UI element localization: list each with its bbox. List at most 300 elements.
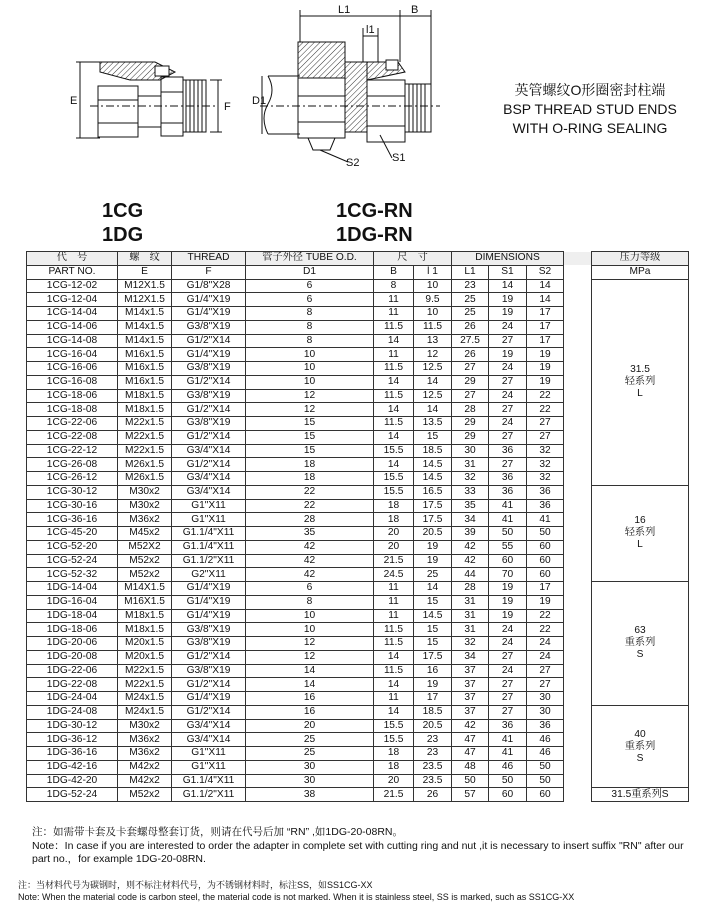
table-cell: 10 bbox=[246, 348, 374, 362]
table-cell: 18 bbox=[374, 513, 414, 527]
header-tube: 管子外径 TUBE O.D. bbox=[246, 252, 374, 266]
header-code: 代 号 bbox=[27, 252, 118, 266]
table-cell: 24 bbox=[489, 637, 527, 651]
header-l1: L1 bbox=[452, 265, 489, 279]
table-cell: 1DG-42-16 bbox=[27, 760, 118, 774]
table-gap-cell bbox=[564, 609, 592, 623]
table-cell: G3/8"X19 bbox=[172, 623, 246, 637]
table-cell: 42 bbox=[246, 554, 374, 568]
table-cell: M14x1.5 bbox=[118, 307, 172, 321]
table-cell: 24 bbox=[489, 320, 527, 334]
table-cell: G3/4"X14 bbox=[172, 444, 246, 458]
table-cell: G1/2"X14 bbox=[172, 678, 246, 692]
table-cell: 16 bbox=[246, 705, 374, 719]
table-row bbox=[27, 375, 689, 389]
table-row bbox=[27, 513, 689, 527]
table-cell: 1DG-36-16 bbox=[27, 747, 118, 761]
table-cell: 22 bbox=[246, 499, 374, 513]
table-cell: 25 bbox=[246, 733, 374, 747]
table-cell: 31 bbox=[452, 623, 489, 637]
table-cell: 8 bbox=[246, 307, 374, 321]
table-row bbox=[27, 719, 689, 733]
table-cell: 19 bbox=[489, 293, 527, 307]
table-row bbox=[27, 444, 689, 458]
heading-en bbox=[490, 100, 690, 138]
table-cell: G1/4"X19 bbox=[172, 307, 246, 321]
table-cell: 1CG-30-12 bbox=[27, 485, 118, 499]
table-cell: 12 bbox=[246, 637, 374, 651]
dim-label-s1: S1 bbox=[392, 152, 406, 164]
pressure-cn: 轻系列 bbox=[624, 527, 656, 539]
table-cell: 20.5 bbox=[414, 719, 452, 733]
table-cell: G3/4"X14 bbox=[172, 485, 246, 499]
table-cell: 14 bbox=[414, 403, 452, 417]
table-gap-cell bbox=[564, 623, 592, 637]
table-cell: 19 bbox=[414, 554, 452, 568]
table-cell: 55 bbox=[489, 540, 527, 554]
table-row bbox=[27, 540, 689, 554]
table-row bbox=[27, 774, 689, 788]
table-cell: 24 bbox=[489, 623, 527, 637]
table-cell: G2"X11 bbox=[172, 568, 246, 582]
spec-table bbox=[26, 251, 689, 802]
table-cell: 11 bbox=[374, 293, 414, 307]
table-gap-cell bbox=[564, 527, 592, 541]
table-cell: 25 bbox=[414, 568, 452, 582]
table-cell: 17 bbox=[527, 320, 564, 334]
table-cell: 28 bbox=[452, 403, 489, 417]
table-cell: 19 bbox=[527, 348, 564, 362]
table-cell: 12 bbox=[246, 650, 374, 664]
table-cell: G3/4"X14 bbox=[172, 719, 246, 733]
table-cell: 27 bbox=[489, 678, 527, 692]
table-cell: 27 bbox=[489, 334, 527, 348]
table-cell: 50 bbox=[489, 527, 527, 541]
table-cell: G1/2"X14 bbox=[172, 458, 246, 472]
dim-label-f: F bbox=[224, 101, 231, 113]
table-cell: G1/2"X14 bbox=[172, 430, 246, 444]
table-row bbox=[27, 678, 689, 692]
table-cell: 14 bbox=[374, 678, 414, 692]
table-cell: M26x1.5 bbox=[118, 458, 172, 472]
table-cell: 9.5 bbox=[414, 293, 452, 307]
table-cell: 17.5 bbox=[414, 513, 452, 527]
header-b: B bbox=[374, 265, 414, 279]
table-cell: G3/8"X19 bbox=[172, 417, 246, 431]
table-cell: 14 bbox=[414, 375, 452, 389]
table-cell: 20 bbox=[246, 719, 374, 733]
table-cell: 36 bbox=[489, 485, 527, 499]
pressure-cell bbox=[592, 485, 689, 581]
table-cell: 23 bbox=[414, 733, 452, 747]
pressure-cell bbox=[592, 582, 689, 706]
table-cell: 46 bbox=[489, 760, 527, 774]
table-cell: 1CG-22-12 bbox=[27, 444, 118, 458]
table-cell: M26x1.5 bbox=[118, 472, 172, 486]
table-row bbox=[27, 485, 689, 499]
pressure-series: S bbox=[636, 649, 644, 661]
table-cell: 14 bbox=[374, 705, 414, 719]
table-cell: 6 bbox=[246, 293, 374, 307]
table-cell: G1/8"X28 bbox=[172, 279, 246, 293]
table-cell: G1/4"X19 bbox=[172, 348, 246, 362]
table-cell: M52x2 bbox=[118, 568, 172, 582]
table-cell: 18 bbox=[374, 747, 414, 761]
table-cell: 11.5 bbox=[374, 320, 414, 334]
table-cell: 8 bbox=[246, 334, 374, 348]
table-cell: M22x1.5 bbox=[118, 417, 172, 431]
table-cell: G3/8"X19 bbox=[172, 320, 246, 334]
table-cell: G1/4"X19 bbox=[172, 692, 246, 706]
header-gap bbox=[564, 252, 592, 266]
table-cell: 18 bbox=[246, 458, 374, 472]
table-cell: 31 bbox=[452, 595, 489, 609]
table-cell: 36 bbox=[527, 499, 564, 513]
table-cell: 1DG-18-04 bbox=[27, 609, 118, 623]
table-gap-cell bbox=[564, 705, 592, 719]
table-cell: G1.1/2"X11 bbox=[172, 554, 246, 568]
table-cell: M30x2 bbox=[118, 499, 172, 513]
table-cell: M16X1.5 bbox=[118, 595, 172, 609]
table-cell: 42 bbox=[246, 568, 374, 582]
table-cell: 1CG-22-08 bbox=[27, 430, 118, 444]
table-cell: 41 bbox=[489, 499, 527, 513]
table-cell: 15.5 bbox=[374, 733, 414, 747]
table-cell: 50 bbox=[527, 774, 564, 788]
table-cell: 17.5 bbox=[414, 650, 452, 664]
dim-label-e: E bbox=[70, 95, 78, 107]
table-cell: 15.5 bbox=[374, 485, 414, 499]
table-cell: 27 bbox=[489, 403, 527, 417]
table-row bbox=[27, 623, 689, 637]
table-cell: G1/2"X14 bbox=[172, 334, 246, 348]
table-cell: 47 bbox=[452, 733, 489, 747]
table-cell: 1CG-30-16 bbox=[27, 499, 118, 513]
table-cell: 20 bbox=[374, 540, 414, 554]
table-row bbox=[27, 664, 689, 678]
table-cell: 18.5 bbox=[414, 444, 452, 458]
table-row bbox=[27, 705, 689, 719]
table-cell: 50 bbox=[452, 774, 489, 788]
table-cell: 10 bbox=[414, 307, 452, 321]
table-cell: 50 bbox=[527, 527, 564, 541]
table-cell: 10 bbox=[246, 609, 374, 623]
table-cell: 24 bbox=[489, 664, 527, 678]
table-cell: 46 bbox=[527, 733, 564, 747]
table-cell: 19 bbox=[527, 375, 564, 389]
table-cell: G1/4"X19 bbox=[172, 582, 246, 596]
table-cell: 60 bbox=[489, 788, 527, 802]
table-row bbox=[27, 417, 689, 431]
table-cell: 32 bbox=[452, 637, 489, 651]
table-gap-cell bbox=[564, 760, 592, 774]
table-cell: M12X1.5 bbox=[118, 293, 172, 307]
table-cell: 27 bbox=[489, 692, 527, 706]
table-cell: M52x2 bbox=[118, 554, 172, 568]
table-cell: 11 bbox=[374, 582, 414, 596]
table-cell: M14x1.5 bbox=[118, 334, 172, 348]
table-row bbox=[27, 747, 689, 761]
table-cell: 29 bbox=[452, 375, 489, 389]
table-cell: 35 bbox=[246, 527, 374, 541]
table-cell: 30 bbox=[527, 705, 564, 719]
table-gap-cell bbox=[564, 719, 592, 733]
table-cell: 27 bbox=[452, 362, 489, 376]
table-cell: 12 bbox=[414, 348, 452, 362]
footnote-cn: 注：当材料代号为碳钢时，则不标注材料代号，为不锈钢材料时，标注SS，如SS1CG-XX bbox=[18, 880, 373, 890]
pressure-series: L bbox=[637, 388, 643, 400]
table-row bbox=[27, 362, 689, 376]
table-cell: 22 bbox=[527, 609, 564, 623]
table-cell: 23.5 bbox=[414, 760, 452, 774]
table-row bbox=[27, 568, 689, 582]
table-cell: G1.1/4"X11 bbox=[172, 774, 246, 788]
table-cell: 1CG-16-08 bbox=[27, 375, 118, 389]
table-cell: 48 bbox=[452, 760, 489, 774]
table-cell: G1.1/4"X11 bbox=[172, 540, 246, 554]
table-cell: 27 bbox=[489, 458, 527, 472]
table-cell: 36 bbox=[489, 444, 527, 458]
model-1cg: 1CG bbox=[102, 200, 144, 222]
table-cell: 1DG-30-12 bbox=[27, 719, 118, 733]
table-gap-cell bbox=[564, 444, 592, 458]
table-cell: G1.1/2"X11 bbox=[172, 788, 246, 802]
pressure-cn: 轻系列 bbox=[624, 376, 656, 388]
table-cell: 25 bbox=[452, 307, 489, 321]
table-cell: G1/4"X19 bbox=[172, 609, 246, 623]
table-cell: 14 bbox=[489, 279, 527, 293]
table-cell: 24 bbox=[489, 417, 527, 431]
table-cell: 1DG-42-20 bbox=[27, 774, 118, 788]
table-cell: M52X2 bbox=[118, 540, 172, 554]
table-cell: 27 bbox=[452, 389, 489, 403]
table-gap-cell bbox=[564, 678, 592, 692]
table-cell: 1CG-22-06 bbox=[27, 417, 118, 431]
table-cell: G3/8"X19 bbox=[172, 389, 246, 403]
table-cell: 32 bbox=[527, 444, 564, 458]
table-cell: 11.5 bbox=[374, 362, 414, 376]
table-cell: 1DG-36-12 bbox=[27, 733, 118, 747]
table-cell: 36 bbox=[527, 719, 564, 733]
table-cell: M42x2 bbox=[118, 774, 172, 788]
table-cell: M22x1.5 bbox=[118, 444, 172, 458]
header-f: F bbox=[172, 265, 246, 279]
table-cell: M22x1.5 bbox=[118, 430, 172, 444]
table-cell: M36x2 bbox=[118, 733, 172, 747]
table-gap-cell bbox=[564, 650, 592, 664]
table-cell: 1DG-20-08 bbox=[27, 650, 118, 664]
table-cell: G1/2"X14 bbox=[172, 375, 246, 389]
table-cell: M22x1.5 bbox=[118, 678, 172, 692]
table-cell: M14X1.5 bbox=[118, 582, 172, 596]
table-cell: 16.5 bbox=[414, 485, 452, 499]
table-gap-cell bbox=[564, 664, 592, 678]
table-cell: 17 bbox=[527, 582, 564, 596]
table-cell: 22 bbox=[246, 485, 374, 499]
table-cell: M30x2 bbox=[118, 485, 172, 499]
table-cell: 24.5 bbox=[374, 568, 414, 582]
table-cell: 47 bbox=[452, 747, 489, 761]
table-cell: 1DG-14-04 bbox=[27, 582, 118, 596]
table-cell: 13.5 bbox=[414, 417, 452, 431]
pressure-cell bbox=[592, 788, 689, 802]
table-cell: 1CG-52-20 bbox=[27, 540, 118, 554]
table-cell: 28 bbox=[452, 582, 489, 596]
table-row bbox=[27, 733, 689, 747]
header-thread-en: THREAD bbox=[172, 252, 246, 266]
table-cell: 1DG-20-06 bbox=[27, 637, 118, 651]
table-cell: 30 bbox=[246, 774, 374, 788]
table-row bbox=[27, 760, 689, 774]
table-row bbox=[27, 582, 689, 596]
table-row bbox=[27, 307, 689, 321]
table-cell: 13 bbox=[414, 334, 452, 348]
table-cell: 1DG-22-06 bbox=[27, 664, 118, 678]
table-gap-cell bbox=[564, 279, 592, 293]
table-gap-cell bbox=[564, 692, 592, 706]
table-gap-cell bbox=[564, 375, 592, 389]
table-row bbox=[27, 554, 689, 568]
table-cell: 1CG-18-06 bbox=[27, 389, 118, 403]
table-cell: 14 bbox=[374, 334, 414, 348]
table-row bbox=[27, 637, 689, 651]
table-cell: 1CG-14-04 bbox=[27, 307, 118, 321]
table-cell: 36 bbox=[489, 472, 527, 486]
table-cell: 14 bbox=[374, 403, 414, 417]
table-cell: G1"X11 bbox=[172, 747, 246, 761]
table-cell: 39 bbox=[452, 527, 489, 541]
table-cell: 46 bbox=[527, 747, 564, 761]
table-cell: 1CG-26-08 bbox=[27, 458, 118, 472]
table-cell: 36 bbox=[527, 485, 564, 499]
table-cell: M14x1.5 bbox=[118, 320, 172, 334]
table-cell: G1.1/4"X11 bbox=[172, 527, 246, 541]
table-cell: 26 bbox=[414, 788, 452, 802]
table-cell: M36x2 bbox=[118, 513, 172, 527]
table-cell: G1/2"X14 bbox=[172, 650, 246, 664]
dim-label-d1: D1 bbox=[252, 95, 267, 107]
table-cell: 60 bbox=[527, 554, 564, 568]
table-cell: 11.5 bbox=[374, 637, 414, 651]
table-cell: 20 bbox=[374, 527, 414, 541]
table-cell: 22 bbox=[527, 403, 564, 417]
table-cell: M30x2 bbox=[118, 719, 172, 733]
table-cell: 8 bbox=[374, 279, 414, 293]
table-cell: 14.5 bbox=[414, 472, 452, 486]
table-gap-cell bbox=[564, 788, 592, 802]
table-gap-cell bbox=[564, 540, 592, 554]
table-cell: 14 bbox=[246, 664, 374, 678]
table-cell: 6 bbox=[246, 279, 374, 293]
table-cell: 1DG-18-06 bbox=[27, 623, 118, 637]
header-d1: D1 bbox=[246, 265, 374, 279]
table-cell: 15 bbox=[246, 444, 374, 458]
pressure-cell bbox=[592, 705, 689, 788]
header-thread-cn: 螺 纹 bbox=[118, 252, 172, 266]
table-cell: 17 bbox=[527, 307, 564, 321]
table-cell: 57 bbox=[452, 788, 489, 802]
pressure-series: L bbox=[637, 539, 643, 551]
table-row bbox=[27, 430, 689, 444]
table-cell: 11 bbox=[374, 307, 414, 321]
table-cell: M18x1.5 bbox=[118, 403, 172, 417]
table-cell: 17 bbox=[414, 692, 452, 706]
table-gap-cell bbox=[564, 774, 592, 788]
header-l1-small: l 1 bbox=[414, 265, 452, 279]
table-cell: 1CG-52-24 bbox=[27, 554, 118, 568]
header-gap bbox=[564, 265, 592, 279]
table-cell: 18 bbox=[374, 499, 414, 513]
table-gap-cell bbox=[564, 430, 592, 444]
table-cell: 15 bbox=[414, 623, 452, 637]
table-cell: 27 bbox=[489, 430, 527, 444]
table-cell: 60 bbox=[527, 568, 564, 582]
table-row bbox=[27, 334, 689, 348]
table-row bbox=[27, 293, 689, 307]
pressure-mpa: 16 bbox=[634, 515, 646, 527]
table-cell: M36x2 bbox=[118, 747, 172, 761]
table-cell: 10 bbox=[246, 362, 374, 376]
table-cell: 42 bbox=[452, 554, 489, 568]
table-cell: 29 bbox=[452, 417, 489, 431]
table-cell: 17.5 bbox=[414, 499, 452, 513]
table-cell: 30 bbox=[246, 760, 374, 774]
table-cell: 19 bbox=[489, 582, 527, 596]
table-cell: M24x1.5 bbox=[118, 705, 172, 719]
footnote-en: Note: When the material code is carbon steel, the material code is not marked. When it is stainless steel, SS is marked, such as SS1CG-XX bbox=[18, 892, 575, 902]
heading-cn: 英管螺纹O形圈密封柱端 bbox=[514, 82, 666, 98]
table-cell: 15.5 bbox=[374, 719, 414, 733]
table-cell: 11 bbox=[374, 609, 414, 623]
table-cell: 41 bbox=[489, 733, 527, 747]
table-cell: M20x1.5 bbox=[118, 637, 172, 651]
table-cell: 19 bbox=[489, 348, 527, 362]
table-cell: G1/2"X14 bbox=[172, 705, 246, 719]
table-cell: 27 bbox=[527, 417, 564, 431]
table-gap-cell bbox=[564, 595, 592, 609]
table-cell: M42x2 bbox=[118, 760, 172, 774]
table-cell: 20 bbox=[374, 774, 414, 788]
table-gap-cell bbox=[564, 733, 592, 747]
table-cell: 15.5 bbox=[374, 444, 414, 458]
table-cell: 21.5 bbox=[374, 788, 414, 802]
table-gap-cell bbox=[564, 554, 592, 568]
table-cell: 14 bbox=[527, 279, 564, 293]
table-cell: 70 bbox=[489, 568, 527, 582]
table-cell: 38 bbox=[246, 788, 374, 802]
table-gap-cell bbox=[564, 293, 592, 307]
heading-en-line1: BSP THREAD STUD ENDS bbox=[503, 101, 677, 117]
table-cell: 19 bbox=[489, 595, 527, 609]
table-cell: 14.5 bbox=[414, 609, 452, 623]
table-cell: 21.5 bbox=[374, 554, 414, 568]
heading-en-line2: WITH O-RING SEALING bbox=[512, 120, 668, 136]
table-cell: 15 bbox=[414, 595, 452, 609]
table-cell: 16 bbox=[246, 692, 374, 706]
table-cell: 14 bbox=[414, 582, 452, 596]
header-pressure-cn: 压力等级 bbox=[592, 252, 689, 266]
table-cell: 1CG-14-08 bbox=[27, 334, 118, 348]
table-cell: 23 bbox=[414, 747, 452, 761]
table-cell: 12.5 bbox=[414, 362, 452, 376]
table-row bbox=[27, 499, 689, 513]
pressure-cn: 重系列 bbox=[624, 637, 656, 649]
table-cell: 34 bbox=[452, 650, 489, 664]
table-cell: 12 bbox=[246, 403, 374, 417]
table-cell: 36 bbox=[489, 719, 527, 733]
table-cell: 19 bbox=[414, 678, 452, 692]
table-cell: G3/8"X19 bbox=[172, 664, 246, 678]
